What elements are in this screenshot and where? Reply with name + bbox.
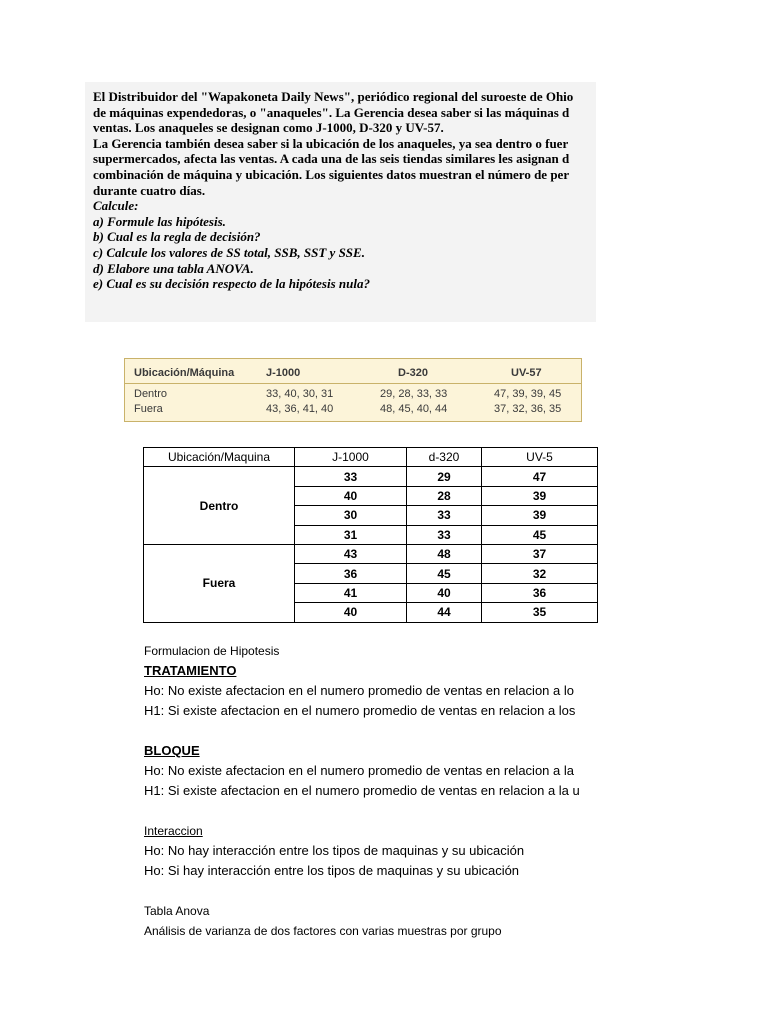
spacer <box>144 721 596 741</box>
group-label-dentro: Dentro <box>144 467 295 545</box>
source-header-d320: D-320 <box>398 367 428 379</box>
interaction-title: Interaccion <box>144 824 203 838</box>
source-row-label: Dentro <box>134 388 168 400</box>
table-cell: 33 <box>295 467 407 486</box>
table-cell: 29 <box>407 467 482 486</box>
question-line: c) Calcule los valores de SS total, SSB, SST y SSE. <box>93 244 365 260</box>
table-cell: 36 <box>295 564 407 583</box>
block-h1: H1: Si existe afectacion en el numero promedio de ventas en relacion a la u <box>144 783 580 798</box>
problem-line: de máquinas expendedoras, o "anaqueles". La Gerencia desea saber si las máquinas d <box>93 104 570 120</box>
spacer <box>144 801 596 821</box>
problem-text <box>93 89 596 292</box>
problem-statement-box <box>85 82 596 322</box>
source-cell: 47, 39, 39, 45 <box>494 388 562 400</box>
interaction-h1: Ho: Si hay interacción entre los tipos de maquinas y su ubicación <box>144 863 520 878</box>
table-header-row <box>144 448 598 467</box>
table-row <box>144 544 598 563</box>
header-d320: d-320 <box>407 448 482 467</box>
question-line: a) Formule las hipótesis. <box>93 213 226 229</box>
source-data-table <box>124 358 582 422</box>
data-table <box>143 447 598 623</box>
header-location: Ubicación/Maquina <box>144 448 295 467</box>
table-cell: 30 <box>295 506 407 525</box>
table-cell: 33 <box>407 506 482 525</box>
anova-title: Tabla Anova <box>144 904 210 918</box>
question-line: d) Elabore una tabla ANOVA. <box>93 260 254 276</box>
table-cell: 33 <box>407 525 482 544</box>
table-cell: 40 <box>295 603 407 622</box>
table-cell: 45 <box>407 564 482 583</box>
header-uv5: UV-5 <box>482 448 598 467</box>
group-label-fuera: Fuera <box>144 544 295 622</box>
table-cell: 48 <box>407 544 482 563</box>
source-cell: 37, 32, 36, 35 <box>494 403 562 415</box>
problem-line: combinación de máquina y ubicación. Los siguientes datos muestran el número de per <box>93 166 570 182</box>
problem-line: ventas. Los anaqueles se designan como J-1000, D-320 y UV-57. <box>93 120 444 136</box>
source-cell: 48, 45, 40, 44 <box>380 403 448 415</box>
source-header-location: Ubicación/Máquina <box>134 367 235 379</box>
source-cell: 43, 36, 41, 40 <box>266 403 334 415</box>
table-cell: 32 <box>482 564 598 583</box>
header-j1000: J-1000 <box>295 448 407 467</box>
table-cell: 40 <box>295 486 407 505</box>
table-cell: 35 <box>482 603 598 622</box>
table-cell: 40 <box>407 583 482 602</box>
problem-line: supermercados, afecta las ventas. A cada una de las seis tiendas similares les asignan d <box>93 151 570 167</box>
anova-subtitle: Análisis de varianza de dos factores con varias muestras por grupo <box>144 924 502 938</box>
question-line: b) Cual es la regla de decisión? <box>93 229 261 245</box>
interaction-ho: Ho: No hay interacción entre los tipos de maquinas y su ubicación <box>144 843 525 858</box>
block-title: BLOQUE <box>144 743 200 758</box>
source-cell: 33, 40, 30, 31 <box>266 388 334 400</box>
source-cell: 29, 28, 33, 33 <box>380 388 448 400</box>
table-cell: 41 <box>295 583 407 602</box>
table-row <box>144 467 598 486</box>
formulation-title: Formulacion de Hipotesis <box>144 644 280 658</box>
source-header-j1000: J-1000 <box>266 367 301 379</box>
table-cell: 45 <box>482 525 598 544</box>
treatment-title: TRATAMIENTO <box>144 663 237 678</box>
hypothesis-notes <box>144 641 596 941</box>
question-line: e) Cual es su decisión respecto de la hipótesis nula? <box>93 276 370 292</box>
table-cell: 44 <box>407 603 482 622</box>
spacer <box>144 881 596 901</box>
problem-line: La Gerencia también desea saber si la ubicación de los anaqueles, ya sea dentro o fuer <box>93 135 569 151</box>
table-cell: 43 <box>295 544 407 563</box>
table-cell: 39 <box>482 506 598 525</box>
problem-line: El Distribuidor del "Wapakoneta Daily News", periódico regional del suroeste de Ohio <box>93 89 574 104</box>
treatment-h1: H1: Si existe afectacion en el numero promedio de ventas en relacion a los <box>144 703 576 718</box>
table-cell: 28 <box>407 486 482 505</box>
treatment-ho: Ho: No existe afectacion en el numero promedio de ventas en relacion a lo <box>144 683 574 698</box>
table-cell: 47 <box>482 467 598 486</box>
problem-line: durante cuatro días. <box>93 182 206 198</box>
source-row-label: Fuera <box>134 403 163 415</box>
source-header-uv57: UV-57 <box>511 367 542 379</box>
table-cell: 37 <box>482 544 598 563</box>
table-cell: 36 <box>482 583 598 602</box>
table-cell: 31 <box>295 525 407 544</box>
question-line: Calcule: <box>93 198 139 214</box>
table-cell: 39 <box>482 486 598 505</box>
block-ho: Ho: No existe afectacion en el numero promedio de ventas en relacion a la <box>144 763 574 778</box>
